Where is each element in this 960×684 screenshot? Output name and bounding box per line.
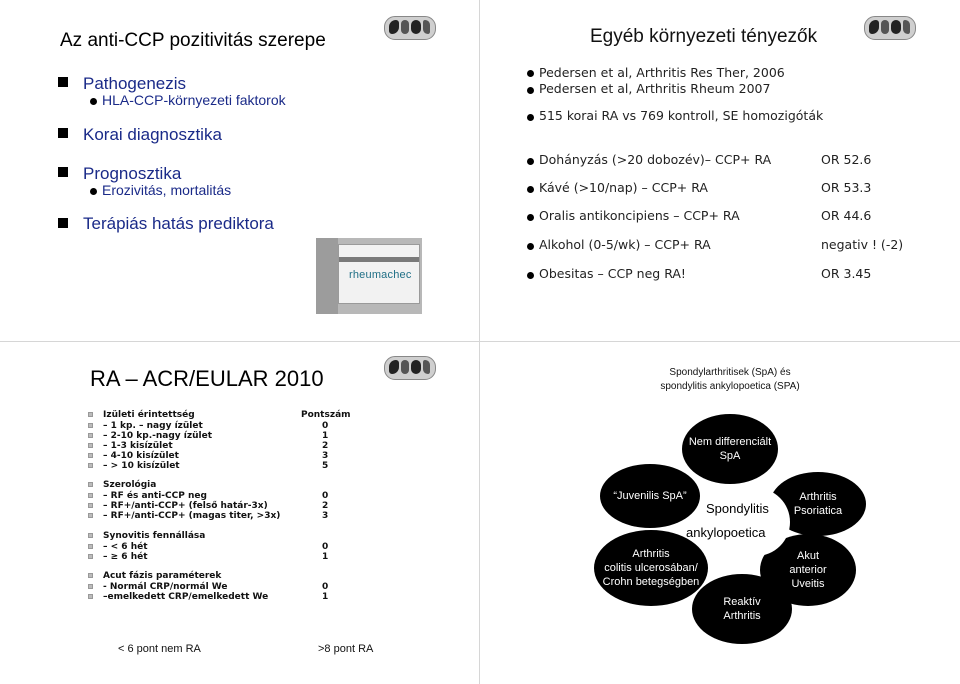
bubble-text: Arthritis [723, 610, 761, 622]
criteria-score: 5 [322, 461, 329, 471]
factor-smoking-value: OR 52.6 [821, 152, 872, 167]
factor-smoking: Dohányzás (>20 dobozév)– CCP+ RA [539, 152, 772, 167]
criteria-score: 1 [322, 431, 329, 441]
slide1-item-pathogenezis: Pathogenezis [83, 74, 187, 93]
product-label: rheumachec [349, 269, 412, 281]
square-bullet-icon [88, 433, 93, 438]
logo-icon [380, 352, 438, 382]
square-bullet-icon [88, 482, 93, 487]
factor-alcohol: Alkohol (0-5/wk) – CCP+ RA [539, 237, 711, 252]
slide4-title-line1: Spondylarthritisek (SpA) és [669, 367, 791, 378]
round-bullet-icon [527, 158, 534, 165]
square-bullet-icon [88, 573, 93, 578]
bubble-text: Psoriatica [793, 505, 843, 517]
bubble-text: Akut [796, 550, 819, 562]
round-bullet-icon [527, 272, 534, 279]
bubble-text: Crohn betegségben [602, 576, 700, 588]
factor-contraceptive-value: OR 44.6 [821, 208, 872, 223]
slide1-item-korai: Korai diagnosztika [83, 125, 222, 144]
criteria-row: – 4-10 kisízület [103, 451, 179, 461]
bubble-text: Reaktív [723, 596, 761, 608]
bubble-juvenilis [600, 464, 700, 528]
product-image [316, 238, 422, 314]
square-bullet-icon [88, 584, 93, 589]
square-bullet-icon [88, 503, 93, 508]
criteria-row: – RF és anti-CCP neg [103, 491, 207, 501]
criteria-score: 0 [322, 421, 329, 431]
logo-icon [380, 12, 438, 42]
round-bullet-icon [527, 214, 534, 221]
criteria-score: 0 [322, 491, 329, 501]
slide4-title [610, 366, 850, 394]
bubble-text: “Juvenilis SpA” [613, 490, 687, 502]
bubble-text: Arthritis [632, 548, 670, 560]
bubble-nem-differencialt [682, 414, 778, 484]
factor-contraceptive: Oralis antikoncipiens – CCP+ RA [539, 208, 740, 223]
section-header-synovitis: Synovitis fennállása [103, 531, 206, 541]
criteria-row: – 2-10 kp.-nagy ízület [103, 431, 213, 441]
bubble-text: SpA [719, 450, 741, 462]
square-bullet-icon [58, 167, 68, 177]
square-bullet-icon [88, 544, 93, 549]
square-bullet-icon [58, 218, 68, 228]
square-bullet-icon [88, 453, 93, 458]
footer-not-ra: < 6 pont nem RA [118, 643, 201, 655]
factor-coffee-value: OR 53.3 [821, 180, 872, 195]
bubble-text: anterior [789, 564, 827, 576]
square-bullet-icon [88, 594, 93, 599]
slide2-title: Egyéb környezeti tényezők [590, 26, 818, 47]
criteria-score: 1 [322, 592, 329, 602]
square-bullet-icon [88, 533, 93, 538]
square-bullet-icon [88, 513, 93, 518]
square-bullet-icon [88, 412, 93, 417]
square-bullet-icon [88, 493, 93, 498]
square-bullet-icon [58, 128, 68, 138]
factor-alcohol-value: negativ ! (-2) [821, 237, 904, 252]
slide1-title: Az anti-CCP pozitivitás szerepe [60, 30, 326, 51]
criteria-row: –emelkedett CRP/emelkedett We [103, 592, 269, 602]
bubble-text: Uveitis [791, 578, 825, 590]
center-spondylitis-label: Spondylitis [706, 501, 769, 516]
cohort-line: 515 korai RA vs 769 kontroll, SE homozigóták [539, 108, 824, 123]
slide4-title-line2: spondylitis ankylopoetica (SPA) [660, 381, 800, 392]
slide1-item-terapias: Terápiás hatás prediktora [83, 214, 274, 233]
square-bullet-icon [88, 463, 93, 468]
criteria-row: – ≥ 6 hét [103, 552, 148, 562]
criteria-score: 0 [322, 582, 329, 592]
slide-divider-horizontal [0, 341, 960, 342]
round-bullet-icon [527, 243, 534, 250]
round-bullet-icon [90, 188, 97, 195]
round-bullet-icon [527, 114, 534, 121]
center-spondylitis [694, 488, 790, 556]
section-header-joint: Izületi érintettség [103, 410, 195, 420]
footer-ra: >8 pont RA [318, 643, 374, 655]
criteria-score: 0 [322, 542, 329, 552]
square-bullet-icon [88, 423, 93, 428]
square-bullet-icon [88, 554, 93, 559]
criteria-row: – < 6 hét [103, 542, 148, 552]
section-header-acute-phase: Acut fázis paraméterek [103, 571, 222, 581]
slide1-item-prognosztika: Prognosztika [83, 164, 182, 183]
logo-icon [860, 12, 918, 42]
criteria-row: - Normál CRP/normál We [103, 582, 228, 592]
criteria-score: 1 [322, 552, 329, 562]
criteria-score: 3 [322, 451, 329, 461]
criteria-score: 2 [322, 501, 329, 511]
ref-line-1: Pedersen et al, Arthritis Res Ther, 2006 [539, 65, 785, 80]
criteria-row: – RF+/anti-CCP+ (magas titer, >3x) [103, 511, 281, 521]
bubble-arthritis-colitis [594, 530, 708, 606]
section-header-serology: Szerológia [103, 480, 157, 490]
square-bullet-icon [88, 443, 93, 448]
criteria-row: – > 10 kisízület [103, 461, 180, 471]
factor-obesity: Obesitas – CCP neg RA! [539, 266, 686, 281]
score-column-header: Pontszám [301, 410, 351, 420]
round-bullet-icon [527, 87, 534, 94]
ref-line-2: Pedersen et al, Arthritis Rheum 2007 [539, 81, 771, 96]
bubble-text: colitis ulcerosában/ [604, 562, 698, 574]
center-ankylopoetica-label: ankylopoetica [686, 525, 766, 540]
slide1-sub-prognosztika: Erozivitás, mortalitás [102, 182, 232, 198]
factor-obesity-value: OR 3.45 [821, 266, 872, 281]
factor-coffee: Kávé (>10/nap) – CCP+ RA [539, 180, 708, 195]
round-bullet-icon [527, 70, 534, 77]
slide-divider-vertical [479, 0, 480, 684]
square-bullet-icon [58, 77, 68, 87]
bubble-reaktiv-arthritis [692, 574, 792, 644]
criteria-row: – 1 kp. – nagy ízület [103, 421, 203, 431]
criteria-score: 3 [322, 511, 329, 521]
criteria-row: – RF+/anti-CCP+ (felső határ-3x) [103, 501, 268, 511]
criteria-score: 2 [322, 441, 329, 451]
round-bullet-icon [90, 98, 97, 105]
slide1-sub-pathogenezis: HLA-CCP-környezeti faktorok [102, 92, 286, 108]
round-bullet-icon [527, 186, 534, 193]
slide3-title: RA – ACR/EULAR 2010 [90, 366, 324, 391]
bubble-text: Nem differenciált [688, 436, 772, 448]
bubble-text: Arthritis [799, 491, 837, 503]
criteria-row: – 1-3 kisízület [103, 441, 173, 451]
